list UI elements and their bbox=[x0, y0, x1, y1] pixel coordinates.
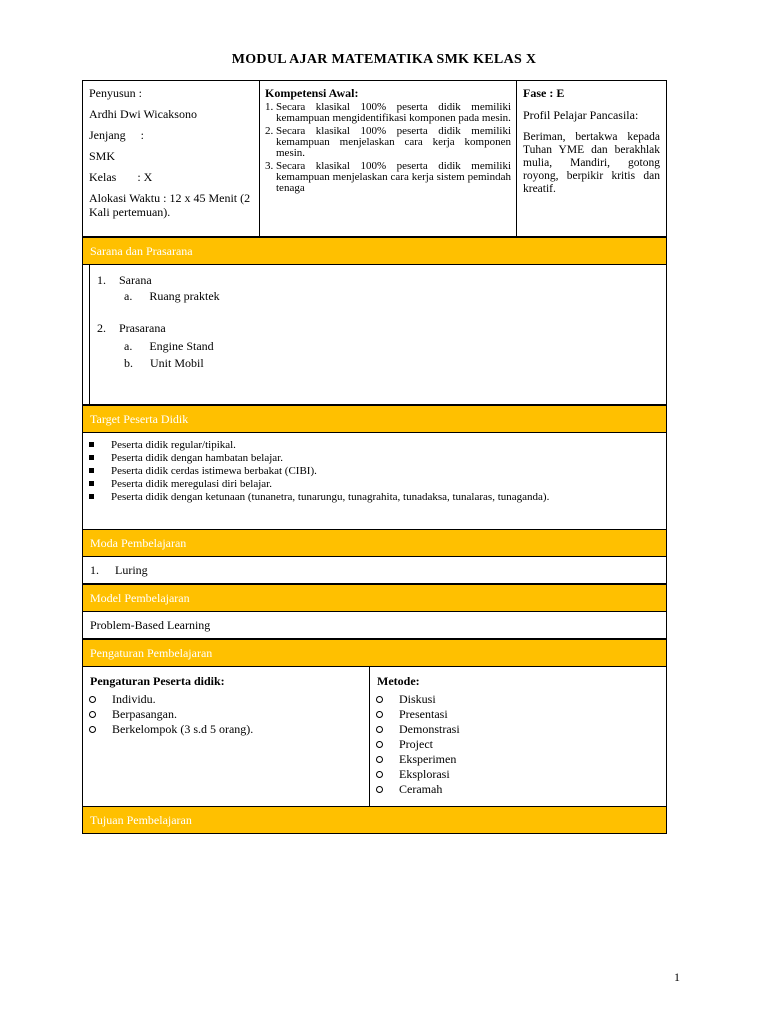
target-item: Peserta didik meregulasi diri belajar. bbox=[83, 478, 660, 491]
metode-item: Ceramah bbox=[370, 782, 659, 797]
sarana-group-1: 1. Sarana a. Ruang praktek bbox=[97, 273, 220, 303]
model-value: Problem-Based Learning bbox=[90, 618, 211, 632]
metode-item: Eksperimen bbox=[370, 752, 659, 767]
moda-item-num: 1. bbox=[90, 563, 99, 577]
circle-bullet-icon bbox=[376, 786, 383, 793]
target-item: Peserta didik dengan hambatan belajar. bbox=[83, 452, 660, 465]
section-header-moda: Moda Pembelajaran bbox=[82, 529, 667, 557]
info-table bbox=[82, 80, 667, 237]
target-content bbox=[82, 432, 667, 530]
jenjang-label: Jenjang bbox=[89, 128, 126, 142]
kelas-label: Kelas bbox=[89, 170, 117, 184]
metode-item: Diskusi bbox=[370, 692, 659, 707]
kompetensi-list bbox=[265, 102, 511, 194]
model-content bbox=[82, 611, 667, 639]
profil-text: Beriman, bertakwa kepada Tuhan YME dan berakhlak mulia, Mandiri, gotong royong, berpikir kritis dan kreatif. bbox=[523, 131, 660, 195]
target-item: Peserta didik dengan ketunaan (tunanetra, tunarungu, tunagrahita, tunadaksa, tunalaras, tunaganda). bbox=[83, 491, 660, 504]
prasarana-item: a. Engine Stand bbox=[124, 339, 214, 353]
page-title: MODUL AJAR MATEMATIKA SMK KELAS X bbox=[231, 52, 537, 67]
section-header-sarana: Sarana dan Prasarana bbox=[82, 237, 667, 265]
metode-item: Demonstrasi bbox=[370, 722, 659, 737]
metode-item: Project bbox=[370, 737, 659, 752]
circle-bullet-icon bbox=[89, 726, 96, 733]
jenjang-row bbox=[89, 128, 253, 142]
fase-label: Fase : E bbox=[523, 86, 565, 100]
jenjang-colon: : bbox=[140, 128, 144, 142]
kelas-row bbox=[89, 170, 253, 184]
pengaturan-item: Individu. bbox=[83, 692, 362, 707]
pengaturan-content bbox=[82, 666, 667, 807]
pengaturan-left bbox=[83, 667, 370, 806]
alokasi-waktu: Alokasi Waktu : 12 x 45 Menit (2 Kali pertemuan). bbox=[89, 191, 251, 219]
page-number: 1 bbox=[674, 970, 680, 984]
circle-bullet-icon bbox=[376, 741, 383, 748]
circle-bullet-icon bbox=[89, 696, 96, 703]
sarana-group-2: 2. Prasarana a. Engine Stand b. Unit Mobil bbox=[97, 321, 214, 370]
metode-item: Presentasi bbox=[370, 707, 659, 722]
pengaturan-item: Berpasangan. bbox=[83, 707, 362, 722]
target-item: Peserta didik regular/tipikal. bbox=[83, 439, 660, 452]
info-cell-kompetensi bbox=[260, 81, 517, 236]
circle-bullet-icon bbox=[376, 726, 383, 733]
kompetensi-item: 2. Secara klasikal 100% peserta didik memiliki kemampuan menjelaskan cara kerja komponen mesin. bbox=[265, 125, 511, 159]
penyusun-name: Ardhi Dwi Wicaksono bbox=[89, 107, 197, 121]
square-bullet-icon bbox=[89, 468, 94, 473]
square-bullet-icon bbox=[89, 494, 94, 499]
circle-bullet-icon bbox=[89, 711, 96, 718]
info-cell-penyusun bbox=[83, 81, 260, 236]
kompetensi-heading: Kompetensi Awal: bbox=[265, 86, 359, 100]
prasarana-label: Prasarana bbox=[119, 321, 166, 335]
sarana-content bbox=[82, 264, 667, 405]
section-header-pengaturan: Pengaturan Pembelajaran bbox=[82, 639, 667, 667]
prasarana-item: b. Unit Mobil bbox=[124, 356, 204, 370]
square-bullet-icon bbox=[89, 481, 94, 486]
square-bullet-icon bbox=[89, 442, 94, 447]
circle-bullet-icon bbox=[376, 696, 383, 703]
target-item: Peserta didik cerdas istimewa berbakat (CIBI). bbox=[83, 465, 660, 478]
metode-item: Eksplorasi bbox=[370, 767, 659, 782]
circle-bullet-icon bbox=[376, 756, 383, 763]
kelas-value: : X bbox=[137, 170, 153, 184]
kompetensi-item: 3. Secara klasikal 100% peserta didik memiliki kemampuan menjelaskan cara kerja sistem pemindah tenaga bbox=[265, 160, 511, 194]
pengaturan-item: Berkelompok (3 s.d 5 orang). bbox=[83, 722, 362, 737]
sarana-label: Sarana bbox=[119, 273, 152, 287]
profil-label: Profil Pelajar Pancasila: bbox=[523, 108, 639, 122]
kompetensi-item: 1. Secara klasikal 100% peserta didik memiliki kemampuan mengidentifikasi komponen pada mesin. bbox=[265, 101, 511, 124]
info-cell-fase bbox=[517, 81, 666, 236]
section-header-target: Target Peserta Didik bbox=[82, 405, 667, 433]
jenjang-value: SMK bbox=[89, 149, 116, 163]
moda-item: Luring bbox=[115, 563, 148, 577]
penyusun-label: Penyusun : bbox=[89, 86, 143, 100]
section-header-model: Model Pembelajaran bbox=[82, 584, 667, 612]
moda-content bbox=[82, 556, 667, 584]
sarana-left-rule bbox=[89, 265, 90, 404]
pengaturan-left-heading: Pengaturan Peserta didik: bbox=[90, 674, 225, 688]
section-header-tujuan: Tujuan Pembelajaran bbox=[82, 806, 667, 834]
circle-bullet-icon bbox=[376, 771, 383, 778]
sarana-item: a. Ruang praktek bbox=[124, 289, 220, 303]
metode-heading: Metode: bbox=[377, 674, 420, 688]
circle-bullet-icon bbox=[376, 711, 383, 718]
square-bullet-icon bbox=[89, 455, 94, 460]
pengaturan-right bbox=[370, 667, 666, 806]
